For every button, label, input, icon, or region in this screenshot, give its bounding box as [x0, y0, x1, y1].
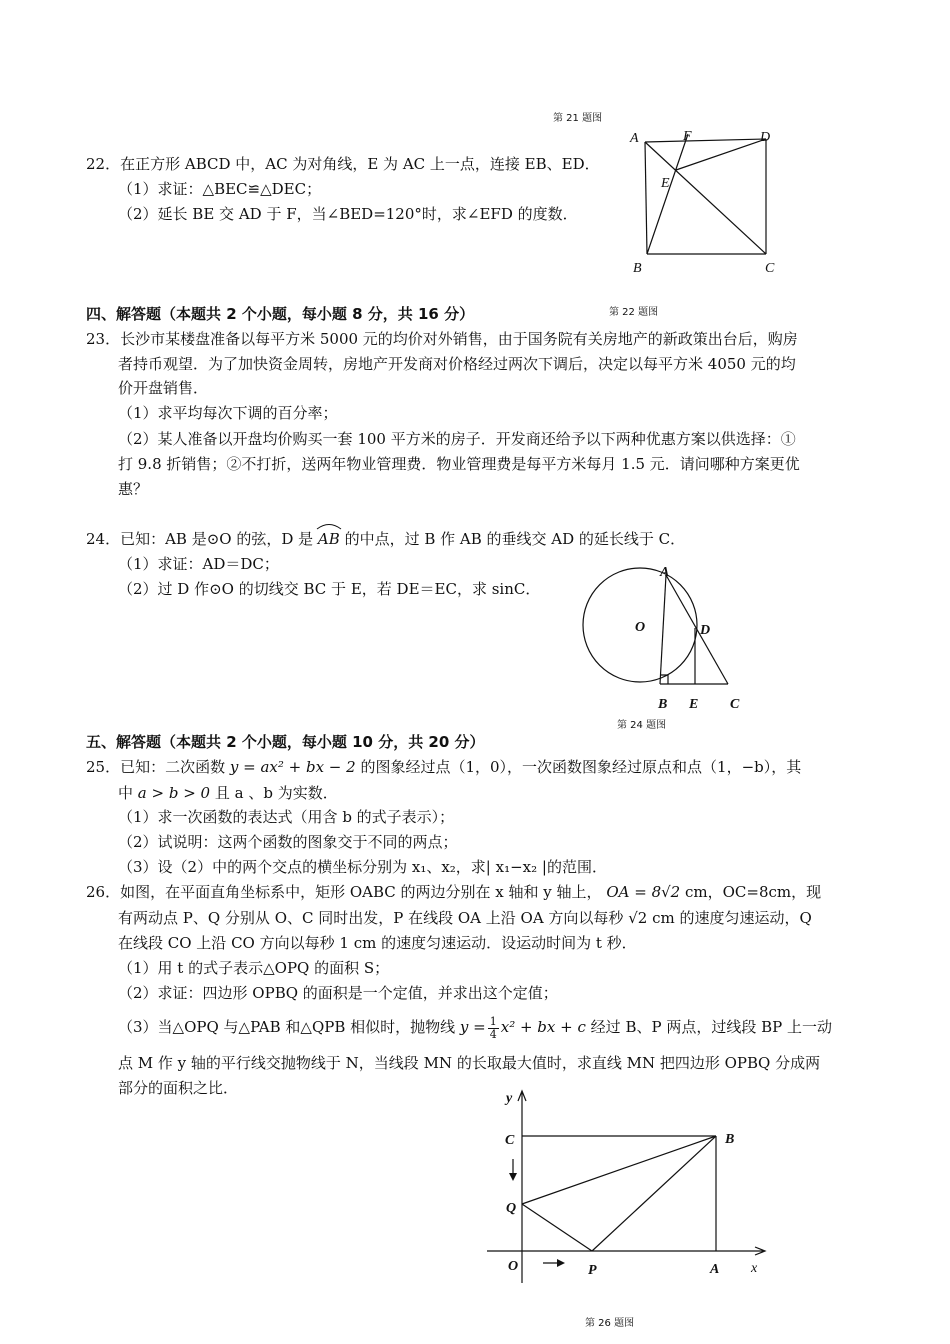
fig26-label-q: Q — [506, 1201, 517, 1216]
fig22-label-a: A — [630, 131, 639, 146]
figure-24-circle — [578, 560, 758, 715]
q26-oa-value: OA = 8√2 — [606, 883, 681, 901]
fig22-label-d: D — [760, 130, 771, 145]
q23-stem-line2: 者持币观望．为了加快资金周转，房地产开发商对价格经过两次下调后，决定以每平方米 4050 元的均 — [118, 355, 796, 373]
q25-stem-line1 — [86, 756, 801, 778]
q25-formula-inequality: a > b > 0 — [137, 784, 211, 802]
figure-21-caption: 第 21 题图 — [553, 113, 603, 124]
q23-stem-line1: 23．长沙市某楼盘准备以每平方米 5000 元的均价对外销售，由于国务院有关房地产的新政策出台后，购房 — [86, 330, 798, 348]
q26-parabola-y: y = — [459, 1018, 486, 1036]
q24-arc-label: AB — [317, 530, 340, 548]
q26-part3-line3: 部分的面积之比． — [118, 1079, 239, 1097]
q26-stem-a: 26．如图，在平面直角坐标系中，矩形 OABC 的两边分别在 x 轴和 y 轴上， — [86, 883, 602, 901]
q26-stem-line2 — [118, 907, 812, 929]
fig24-label-e: E — [689, 697, 699, 712]
figure-22-caption: 第 22 题图 — [609, 307, 659, 318]
q26-stem-d: cm 的速度匀速运动，Q — [652, 909, 812, 927]
fig24-label-c: C — [730, 697, 740, 712]
section-5-title: 五、解答题（本题共 2 个小题，每小题 10 分，共 20 分） — [86, 733, 485, 751]
fig24-label-a: A — [660, 565, 670, 580]
section-4-title: 四、解答题（本题共 2 个小题，每小题 8 分，共 16 分） — [86, 305, 475, 323]
q26-parabola-rest: x² + bx + c — [500, 1018, 586, 1036]
q26-stem-line1 — [86, 881, 821, 903]
q26-stem-line3: 在线段 CO 上沿 CO 方向以每秒 1 cm 的速度匀速运动．设运动时间为 t 秒． — [118, 934, 637, 952]
fig24-label-o: O — [635, 620, 646, 635]
figure-26-caption: 第 26 题图 — [585, 1318, 635, 1329]
fig26-label-x: x — [751, 1261, 758, 1276]
q26-part1: （1）用 t 的式子表示△OPQ 的面积 S； — [118, 959, 390, 977]
q24-stem-a: 24．已知：AB 是⊙O 的弦，D 是 — [86, 530, 314, 548]
fig24-label-b: B — [658, 697, 668, 712]
q25-part3: （3）设（2）中的两个交点的横坐标分别为 x₁、x₂，求| x₁−x₂ |的范围． — [118, 858, 607, 876]
q26-stem-c: 有两动点 P、Q 分别从 O、C 同时出发，P 在线段 OA 上沿 OA 方向以每秒 — [118, 909, 624, 927]
fig22-label-e: E — [661, 176, 670, 191]
q24-stem-b: 的中点，过 B 作 AB 的垂线交 AD 的延长线于 C． — [344, 530, 686, 548]
fig26-label-a: A — [710, 1262, 720, 1277]
fig26-label-o: O — [508, 1259, 519, 1274]
q23-part2-line1: （2）某人准备以开盘均价购买一套 100 平方米的房子．开发商还给予以下两种优惠方案以供选择：① — [118, 430, 796, 448]
q26-fraction-den: 4 — [489, 1027, 497, 1041]
fig22-label-c: C — [765, 261, 775, 276]
q26-part3-line2: 点 M 作 y 轴的平行线交抛物线于 N，当线段 MN 的长取最大值时，求直线 MN 把四边形 OPBQ 分成两 — [118, 1054, 821, 1072]
q22-part2: （2）延长 BE 交 AD 于 F，当∠BED=120°时，求∠EFD 的度数． — [118, 205, 578, 223]
q25-stem-b: 的图象经过点（1，0），一次函数图象经过原点和点（1，−b），其 — [360, 758, 802, 776]
arc-mark-icon — [316, 522, 342, 530]
q25-part1: （1）求一次函数的表达式（用含 b 的式子表示）； — [118, 808, 455, 826]
q22-stem: 22．在正方形 ABCD 中，AC 为对角线，E 为 AC 上一点，连接 EB、ED． — [86, 155, 600, 173]
q26-part3-b: 经过 B、P 两点，过线段 BP 上一动 — [590, 1018, 832, 1036]
q26-part3-a: （3）当△OPQ 与△PAB 和△QPB 相似时，抛物线 — [118, 1018, 456, 1036]
q24-part2: （2）过 D 作⊙O 的切线交 BC 于 E，若 DE＝EC，求 sinC． — [118, 580, 541, 598]
fig26-label-y: y — [506, 1091, 513, 1106]
q24-arc-ab — [318, 528, 340, 550]
q25-part2: （2）试说明：这两个函数的图象交于不同的两点； — [118, 833, 458, 851]
q26-stem-b: cm，OC=8cm，现 — [685, 883, 822, 901]
q22-part1: （1）求证：△BEC≌△DEC； — [118, 180, 322, 198]
q25-stem-d: 且 a 、b 为实数． — [214, 784, 338, 802]
q23-part1: （1）求平均每次下调的百分率； — [118, 404, 338, 422]
q25-stem-line2 — [118, 782, 338, 804]
fig26-label-c: C — [505, 1133, 515, 1148]
q24-stem — [86, 528, 685, 550]
figure-26-coordinate — [485, 1085, 785, 1290]
q23-part2-line2: 打 9.8 折销售；②不打折，送两年物业管理费．物业管理费是每平方米每月 1.5 元．请问哪种方案更优 — [118, 455, 800, 473]
q26-sqrt2: √2 — [628, 909, 648, 927]
q23-part2-line3: 惠？ — [118, 480, 149, 498]
q23-stem-line3: 价开盘销售． — [118, 379, 209, 397]
figure-24-caption: 第 24 题图 — [617, 720, 667, 731]
fig26-label-b: B — [725, 1132, 735, 1147]
q24-part1: （1）求证：AD＝DC； — [118, 555, 279, 573]
q25-stem-c: 中 — [118, 784, 134, 802]
fig22-label-f: F — [683, 129, 692, 144]
q26-part2: （2）求证：四边形 OPBQ 的面积是一个定值，并求出这个定值； — [118, 984, 558, 1002]
figure-22-square — [620, 122, 790, 282]
q26-part3-line1 — [118, 1012, 832, 1042]
q26-fraction — [488, 1016, 499, 1041]
q26-fraction-num: 1 — [489, 1014, 497, 1028]
q25-stem-a: 25．已知：二次函数 — [86, 758, 226, 776]
q25-formula-quadratic: y = ax² + bx − 2 — [229, 758, 356, 776]
fig22-label-b: B — [633, 261, 642, 276]
fig24-label-d: D — [700, 623, 711, 638]
fig26-label-p: P — [588, 1263, 597, 1278]
